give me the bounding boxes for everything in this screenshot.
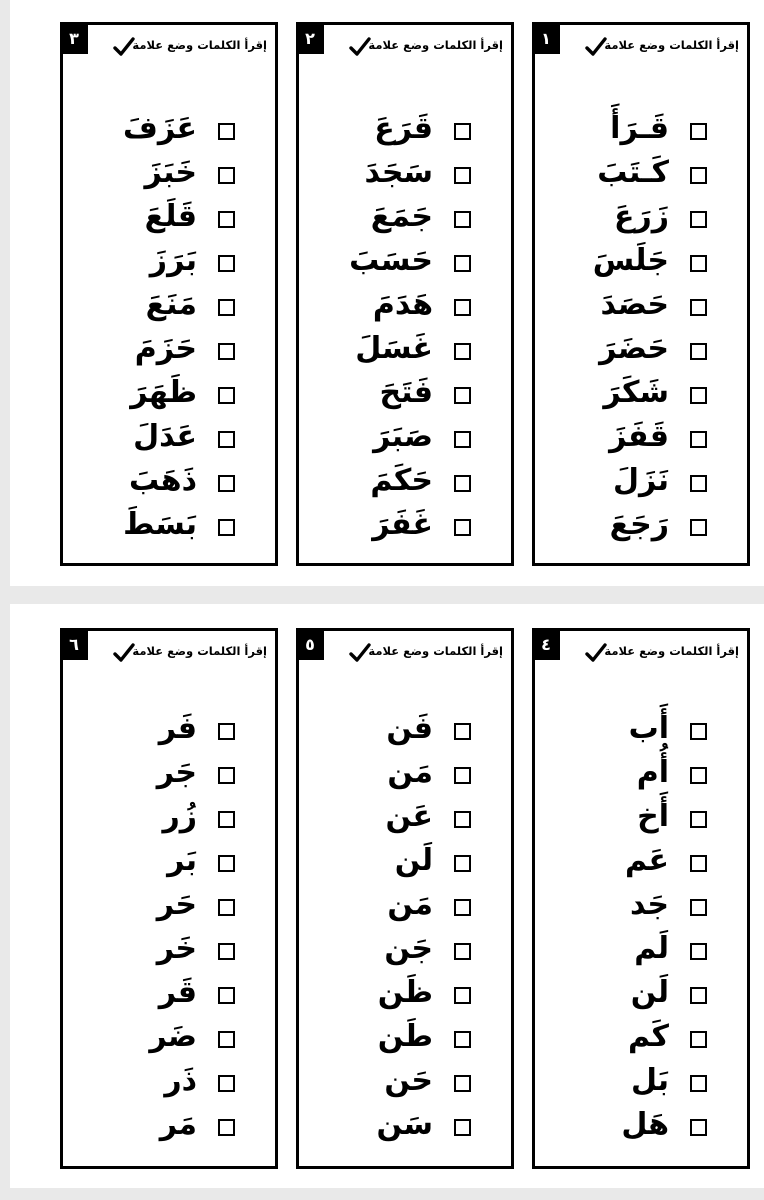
word-row bbox=[535, 329, 747, 373]
checkbox[interactable] bbox=[454, 167, 471, 184]
checkbox[interactable] bbox=[454, 387, 471, 404]
checkbox[interactable] bbox=[454, 1031, 471, 1048]
word-row bbox=[299, 505, 511, 549]
word-row bbox=[63, 885, 275, 929]
word: حَكَمَ bbox=[370, 463, 433, 498]
checkbox[interactable] bbox=[454, 855, 471, 872]
card-6 bbox=[60, 628, 278, 1169]
word-row bbox=[63, 841, 275, 885]
card-number: ٣ bbox=[60, 22, 88, 54]
worksheet-page-top bbox=[10, 0, 764, 586]
word: حَزَمَ bbox=[134, 331, 197, 366]
word: عَن bbox=[385, 799, 433, 834]
word: جَن bbox=[384, 931, 433, 966]
word-row bbox=[535, 973, 747, 1017]
word-row bbox=[299, 753, 511, 797]
checkbox[interactable] bbox=[690, 475, 707, 492]
checkbox[interactable] bbox=[454, 1119, 471, 1136]
word: طَن bbox=[377, 1019, 433, 1054]
word: زُر bbox=[162, 799, 197, 834]
checkbox[interactable] bbox=[218, 723, 235, 740]
checkbox[interactable] bbox=[454, 431, 471, 448]
word-row bbox=[299, 885, 511, 929]
word: جَمَعَ bbox=[370, 199, 433, 234]
word-list bbox=[299, 109, 511, 549]
word-row bbox=[535, 505, 747, 549]
checkbox[interactable] bbox=[690, 123, 707, 140]
word: غَسَلَ bbox=[355, 331, 433, 366]
word-row bbox=[535, 1105, 747, 1149]
word-list bbox=[299, 709, 511, 1149]
word-row bbox=[535, 109, 747, 153]
word: عَدَلَ bbox=[133, 419, 197, 454]
word: شَكَرَ bbox=[603, 375, 669, 410]
word: جَد bbox=[630, 887, 669, 922]
word-row bbox=[535, 461, 747, 505]
word-row bbox=[535, 841, 747, 885]
card-number: ٢ bbox=[296, 22, 324, 54]
word: حَسَبَ bbox=[349, 243, 433, 278]
checkbox[interactable] bbox=[690, 343, 707, 360]
checkbox[interactable] bbox=[690, 387, 707, 404]
checkbox[interactable] bbox=[454, 123, 471, 140]
checkbox[interactable] bbox=[454, 723, 471, 740]
word: فَتَحَ bbox=[379, 375, 433, 410]
checkbox[interactable] bbox=[454, 767, 471, 784]
word: غَفَرَ bbox=[372, 507, 433, 542]
word-row bbox=[535, 153, 747, 197]
checkbox[interactable] bbox=[218, 811, 235, 828]
checkbox[interactable] bbox=[218, 855, 235, 872]
word: ضَر bbox=[149, 1019, 197, 1054]
word-list bbox=[63, 709, 275, 1149]
card-4 bbox=[532, 628, 750, 1169]
word-row bbox=[535, 753, 747, 797]
instruction-text: إقرأ الكلمات وضع علامة bbox=[368, 38, 503, 52]
word: مَر bbox=[159, 1107, 197, 1142]
checkbox[interactable] bbox=[218, 431, 235, 448]
word-row bbox=[299, 241, 511, 285]
word: خَبَزَ bbox=[144, 155, 197, 190]
word-row bbox=[63, 373, 275, 417]
word-row bbox=[63, 753, 275, 797]
worksheet-page-bottom bbox=[10, 604, 764, 1188]
checkbox[interactable] bbox=[454, 899, 471, 916]
word: أَخ bbox=[637, 799, 669, 834]
word: لَم bbox=[634, 931, 669, 966]
word-row bbox=[535, 373, 747, 417]
word-row bbox=[299, 417, 511, 461]
word-row bbox=[299, 197, 511, 241]
checkbox[interactable] bbox=[690, 811, 707, 828]
word: صَبَرَ bbox=[373, 419, 433, 454]
word-row bbox=[63, 929, 275, 973]
word-row bbox=[299, 461, 511, 505]
word: زَرَعَ bbox=[613, 199, 669, 234]
checkbox[interactable] bbox=[454, 519, 471, 536]
word-row bbox=[63, 797, 275, 841]
checkbox[interactable] bbox=[690, 519, 707, 536]
checkbox[interactable] bbox=[218, 1031, 235, 1048]
checkbox[interactable] bbox=[454, 987, 471, 1004]
word: فَن bbox=[386, 711, 433, 746]
word: قَلَعَ bbox=[144, 199, 197, 234]
checkbox[interactable] bbox=[690, 1075, 707, 1092]
word: قَـرَأَ bbox=[610, 111, 669, 146]
word: أَب bbox=[628, 711, 669, 746]
word-row bbox=[299, 285, 511, 329]
word-row bbox=[299, 841, 511, 885]
word-row bbox=[299, 109, 511, 153]
word-row bbox=[63, 1105, 275, 1149]
word-row bbox=[63, 285, 275, 329]
checkbox[interactable] bbox=[218, 519, 235, 536]
checkbox[interactable] bbox=[454, 299, 471, 316]
checkbox[interactable] bbox=[454, 475, 471, 492]
word-row bbox=[299, 153, 511, 197]
checkbox[interactable] bbox=[218, 123, 235, 140]
word: عَم bbox=[624, 843, 669, 878]
word: كَـتَبَ bbox=[597, 155, 669, 190]
instruction-text: إقرأ الكلمات وضع علامة bbox=[132, 644, 267, 658]
checkbox[interactable] bbox=[690, 723, 707, 740]
checkbox[interactable] bbox=[218, 255, 235, 272]
word-row bbox=[63, 197, 275, 241]
checkbox[interactable] bbox=[218, 1075, 235, 1092]
checkbox[interactable] bbox=[454, 1075, 471, 1092]
word-row bbox=[299, 1061, 511, 1105]
card-number: ٥ bbox=[296, 628, 324, 660]
card-5 bbox=[296, 628, 514, 1169]
word: سَن bbox=[376, 1107, 433, 1142]
checkbox[interactable] bbox=[690, 855, 707, 872]
word-list bbox=[535, 109, 747, 549]
word-row bbox=[535, 241, 747, 285]
word: بَل bbox=[630, 1063, 669, 1098]
word-row bbox=[63, 329, 275, 373]
word: ذَر bbox=[164, 1063, 197, 1098]
word-row bbox=[535, 929, 747, 973]
checkbox[interactable] bbox=[454, 343, 471, 360]
word: عَزَفَ bbox=[122, 111, 197, 146]
card-number: ٦ bbox=[60, 628, 88, 660]
word-row bbox=[535, 417, 747, 461]
checkbox[interactable] bbox=[218, 987, 235, 1004]
checkbox[interactable] bbox=[218, 299, 235, 316]
word-row bbox=[63, 461, 275, 505]
checkbox[interactable] bbox=[454, 211, 471, 228]
word: جَلَسَ bbox=[592, 243, 669, 278]
checkbox[interactable] bbox=[218, 475, 235, 492]
word: مَن bbox=[387, 887, 433, 922]
word: بَسَطَ bbox=[123, 507, 197, 542]
word-row bbox=[299, 709, 511, 753]
word-row bbox=[299, 797, 511, 841]
word: لَن bbox=[394, 843, 433, 878]
word-row bbox=[63, 973, 275, 1017]
word-row bbox=[63, 241, 275, 285]
word: حَر bbox=[156, 887, 197, 922]
checkbox[interactable] bbox=[690, 767, 707, 784]
word-row bbox=[63, 417, 275, 461]
word-row bbox=[299, 373, 511, 417]
word: فَر bbox=[158, 711, 197, 746]
checkbox[interactable] bbox=[218, 767, 235, 784]
word-row bbox=[63, 505, 275, 549]
instruction-text: إقرأ الكلمات وضع علامة bbox=[604, 38, 739, 52]
checkbox[interactable] bbox=[690, 255, 707, 272]
checkbox[interactable] bbox=[218, 211, 235, 228]
card-1 bbox=[532, 22, 750, 566]
word-row bbox=[535, 1017, 747, 1061]
card-number: ١ bbox=[532, 22, 560, 54]
word: مَنَعَ bbox=[145, 287, 197, 322]
word: هَدَمَ bbox=[372, 287, 433, 322]
word: أُم bbox=[636, 755, 669, 790]
card-number: ٤ bbox=[532, 628, 560, 660]
word-row bbox=[535, 709, 747, 753]
word: حَن bbox=[384, 1063, 433, 1098]
word-row bbox=[63, 153, 275, 197]
word: خَر bbox=[156, 931, 197, 966]
word: ظَهَرَ bbox=[130, 375, 197, 410]
word: جَر bbox=[156, 755, 197, 790]
word-row bbox=[63, 1017, 275, 1061]
word: مَن bbox=[387, 755, 433, 790]
word: هَل bbox=[621, 1107, 669, 1142]
checkbox[interactable] bbox=[690, 431, 707, 448]
checkbox[interactable] bbox=[454, 943, 471, 960]
checkbox[interactable] bbox=[690, 167, 707, 184]
checkbox[interactable] bbox=[218, 1119, 235, 1136]
word-row bbox=[63, 109, 275, 153]
word: قَفَزَ bbox=[609, 419, 669, 454]
checkbox[interactable] bbox=[218, 387, 235, 404]
card-3 bbox=[60, 22, 278, 566]
checkbox[interactable] bbox=[690, 987, 707, 1004]
checkbox[interactable] bbox=[690, 299, 707, 316]
checkbox[interactable] bbox=[690, 1031, 707, 1048]
checkbox[interactable] bbox=[690, 899, 707, 916]
word: نَزَلَ bbox=[613, 463, 669, 498]
word: ذَهَبَ bbox=[129, 463, 197, 498]
checkbox[interactable] bbox=[690, 943, 707, 960]
word: قَرَعَ bbox=[374, 111, 433, 146]
word-row bbox=[535, 285, 747, 329]
word-row bbox=[299, 929, 511, 973]
word: رَجَعَ bbox=[609, 507, 669, 542]
word-row bbox=[535, 197, 747, 241]
checkbox[interactable] bbox=[218, 943, 235, 960]
word-row bbox=[535, 1061, 747, 1105]
word-list bbox=[63, 109, 275, 549]
instruction-text: إقرأ الكلمات وضع علامة bbox=[132, 38, 267, 52]
word-row bbox=[535, 797, 747, 841]
checkbox[interactable] bbox=[454, 811, 471, 828]
word: لَن bbox=[630, 975, 669, 1010]
word-list bbox=[535, 709, 747, 1149]
instruction-text: إقرأ الكلمات وضع علامة bbox=[604, 644, 739, 658]
word-row bbox=[63, 709, 275, 753]
checkbox[interactable] bbox=[690, 1119, 707, 1136]
word-row bbox=[63, 1061, 275, 1105]
word: بَر bbox=[167, 843, 197, 878]
word: بَرَزَ bbox=[149, 243, 197, 278]
word-row bbox=[535, 885, 747, 929]
word-row bbox=[299, 1017, 511, 1061]
word: حَصَدَ bbox=[600, 287, 669, 322]
word-row bbox=[299, 329, 511, 373]
word: كَم bbox=[628, 1019, 669, 1054]
word: حَضَرَ bbox=[599, 331, 669, 366]
checkbox[interactable] bbox=[218, 343, 235, 360]
word: ظَن bbox=[377, 975, 433, 1010]
word: سَجَدَ bbox=[364, 155, 433, 190]
checkbox[interactable] bbox=[454, 255, 471, 272]
card-2 bbox=[296, 22, 514, 566]
word-row bbox=[299, 973, 511, 1017]
word-row bbox=[299, 1105, 511, 1149]
word: قَر bbox=[158, 975, 197, 1010]
instruction-text: إقرأ الكلمات وضع علامة bbox=[368, 644, 503, 658]
checkbox[interactable] bbox=[218, 167, 235, 184]
checkbox[interactable] bbox=[218, 899, 235, 916]
checkbox[interactable] bbox=[690, 211, 707, 228]
